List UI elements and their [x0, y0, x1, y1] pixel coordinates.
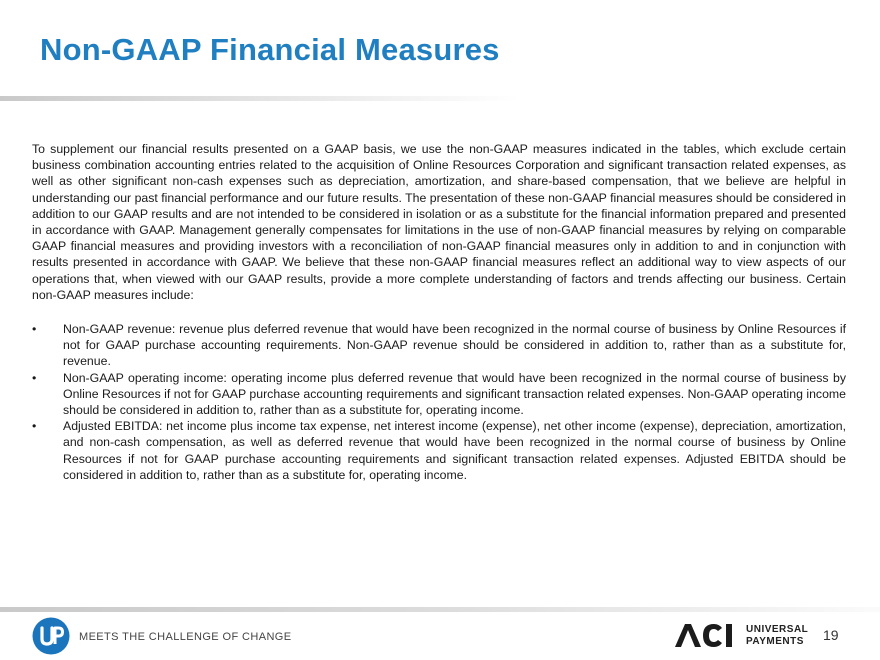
list-item: [32, 321, 846, 370]
bullet-marker: •: [32, 322, 37, 337]
list-item: [32, 418, 846, 483]
list-item: [32, 370, 846, 419]
measures-list: [32, 321, 846, 483]
bullet-text: Non-GAAP revenue: revenue plus deferred revenue that would have been recognized in the normal course of business by Online Resources if not for GAAP purchase accounting requirements. Non-GAAP revenue should be considered in addition to, rather than as a substitute for, revenue.: [63, 322, 846, 369]
slide-body: [32, 141, 846, 483]
aci-logo-icon: [674, 622, 738, 648]
slide-title: Non-GAAP Financial Measures: [40, 32, 500, 67]
bullet-text: Adjusted EBITDA: net income plus income tax expense, net interest income (expense), net other income (expense), depreciation, amortization, and non-cash compensation, as well as deferred revenue that would have been recognized in the normal course of business by Online Resources if not for GAAP purchase accounting requirements and significant transaction related expenses. Adjusted EBITDA should be considered in addition to, rather than as a substitute for, operating income.: [63, 419, 846, 482]
bullet-text: Non-GAAP operating income: operating income plus deferred revenue that would have been recognized in the normal course of business by Online Resources if not for GAAP purchase accounting requirements and significant transaction related expenses. Non-GAAP operating income should be considered in addition to, rather than as a substitute for, operating income.: [63, 370, 846, 418]
intro-paragraph: To supplement our financial results presented on a GAAP basis, we use the non-GAAP measures indicated in the tables, which exclude certain business combination accounting entries related to the acquisition of Online Resources Corporation and significant transaction related expenses, as well as other significant non-cash expenses such as depreciation, amortization, and share-based compensation, that we believe are helpful in understanding our past financial performance and our future results. The presentation of these non-GAAP financial measures should be considered in addition to our GAAP results and are not intended to be considered in isolation or as a substitute for the financial information prepared and presented in accordance with GAAP. Management generally compensates for limitations in the use of non-GAAP financial measures by relying on comparable GAAP financial measures and providing investors with a reconciliation of non-GAAP financial measures only in addition to and in conjunction with results presented in accordance with GAAP. We believe that these non-GAAP financial measures reflect an additional way to view aspects of our operations that, when viewed with our GAAP results, provide a more complete understanding of factors and trends affecting our business. Certain non-GAAP measures include:: [32, 142, 846, 302]
bullet-marker: •: [32, 419, 37, 434]
footer-tagline: MEETS THE CHALLENGE OF CHANGE: [79, 631, 292, 643]
footer-divider: [0, 607, 880, 612]
brand-wordmark: [746, 624, 816, 648]
title-divider: [0, 96, 520, 101]
up-circle-logo-icon: [32, 617, 70, 655]
bullet-marker: •: [32, 370, 37, 385]
page-number: 19: [823, 627, 839, 643]
brand-line-payments: PAYMENTS: [746, 636, 804, 647]
brand-line-universal: UNIVERSAL: [746, 624, 809, 635]
